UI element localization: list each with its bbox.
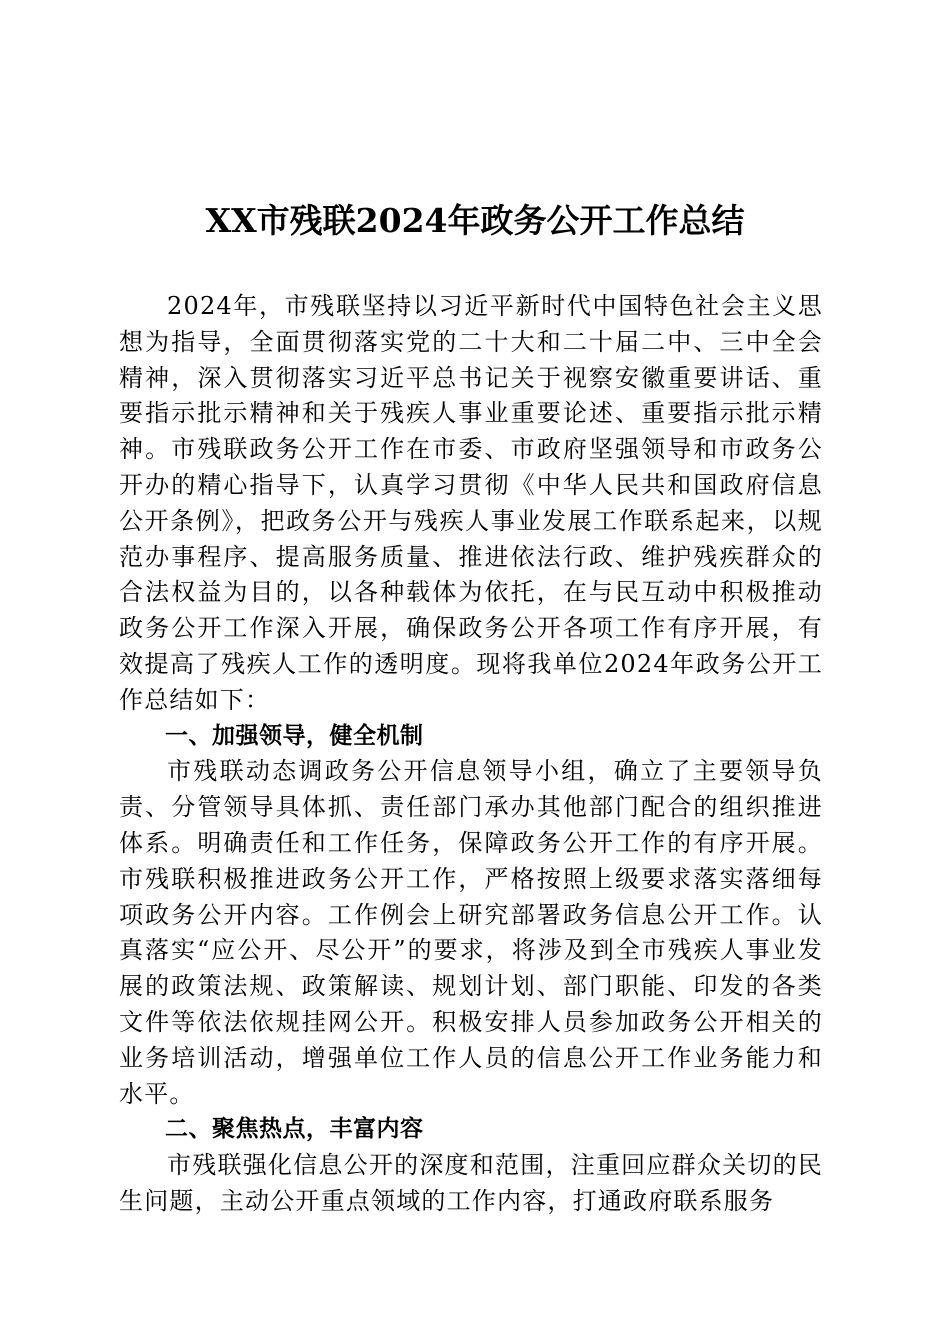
- section-1-heading: 一、加强领导，健全机制: [165, 722, 424, 749]
- section-1-paragraph: 市残联动态调政务公开信息领导小组，确立了主要领导负责、分管领导具体抓、责任部门承办其他部门配合的组织推进体系。明确责任和工作任务，保障政务公开工作的有序开展。市残联积极推进政务公开工作，严格按照上级要求落实落细每项政务公开内容。工作例会上研究部署政务信息公开工作。认真落实“应公开、尽公开”的要求，将涉及到全市残疾人事业发展的政策法规、政策解读、规划计划、部门职能、印发的各类文件等依法依规挂网公开。积极安排人员参加政务公开相关的业务培训活动，增强单位工作人员的信息公开工作业务能力和水平。: [119, 757, 823, 1108]
- intro-paragraph: 2024年，市残联坚持以习近平新时代中国特色社会主义思想为指导，全面贯彻落实党的二十大和二十届二中、三中全会精神，深入贯彻落实习近平总书记关于视察安徽重要讲话、重要指示批示精神和关于残疾人事业重要论述、重要指示批示精神。市残联政务公开工作在市委、市政府坚强领导和市政务公开办的精心指导下，认真学习贯彻《中华人民共和国政府信息公开条例》，把政务公开与残疾人事业发展工作联系起来，以规范办事程序、提高服务质量、推进依法行政、维护残疾群众的合法权益为目的，以各种载体为依托，在与民互动中积极推动政务公开工作深入开展，确保政务公开各项工作有序开展，有效提高了残疾人工作的透明度。现将我单位2024年政务公开工作总结如下：: [119, 292, 823, 714]
- document-title: XX市残联2024年政务公开工作总结: [205, 201, 745, 240]
- document-body: [119, 289, 823, 1220]
- section-2-paragraph: 市残联强化信息公开的深度和范围，注重回应群众关切的民生问题，主动公开重点领域的工作内容，打通政府联系服务: [119, 1151, 823, 1215]
- section-2-heading: 二、聚焦热点，丰富内容: [165, 1116, 424, 1143]
